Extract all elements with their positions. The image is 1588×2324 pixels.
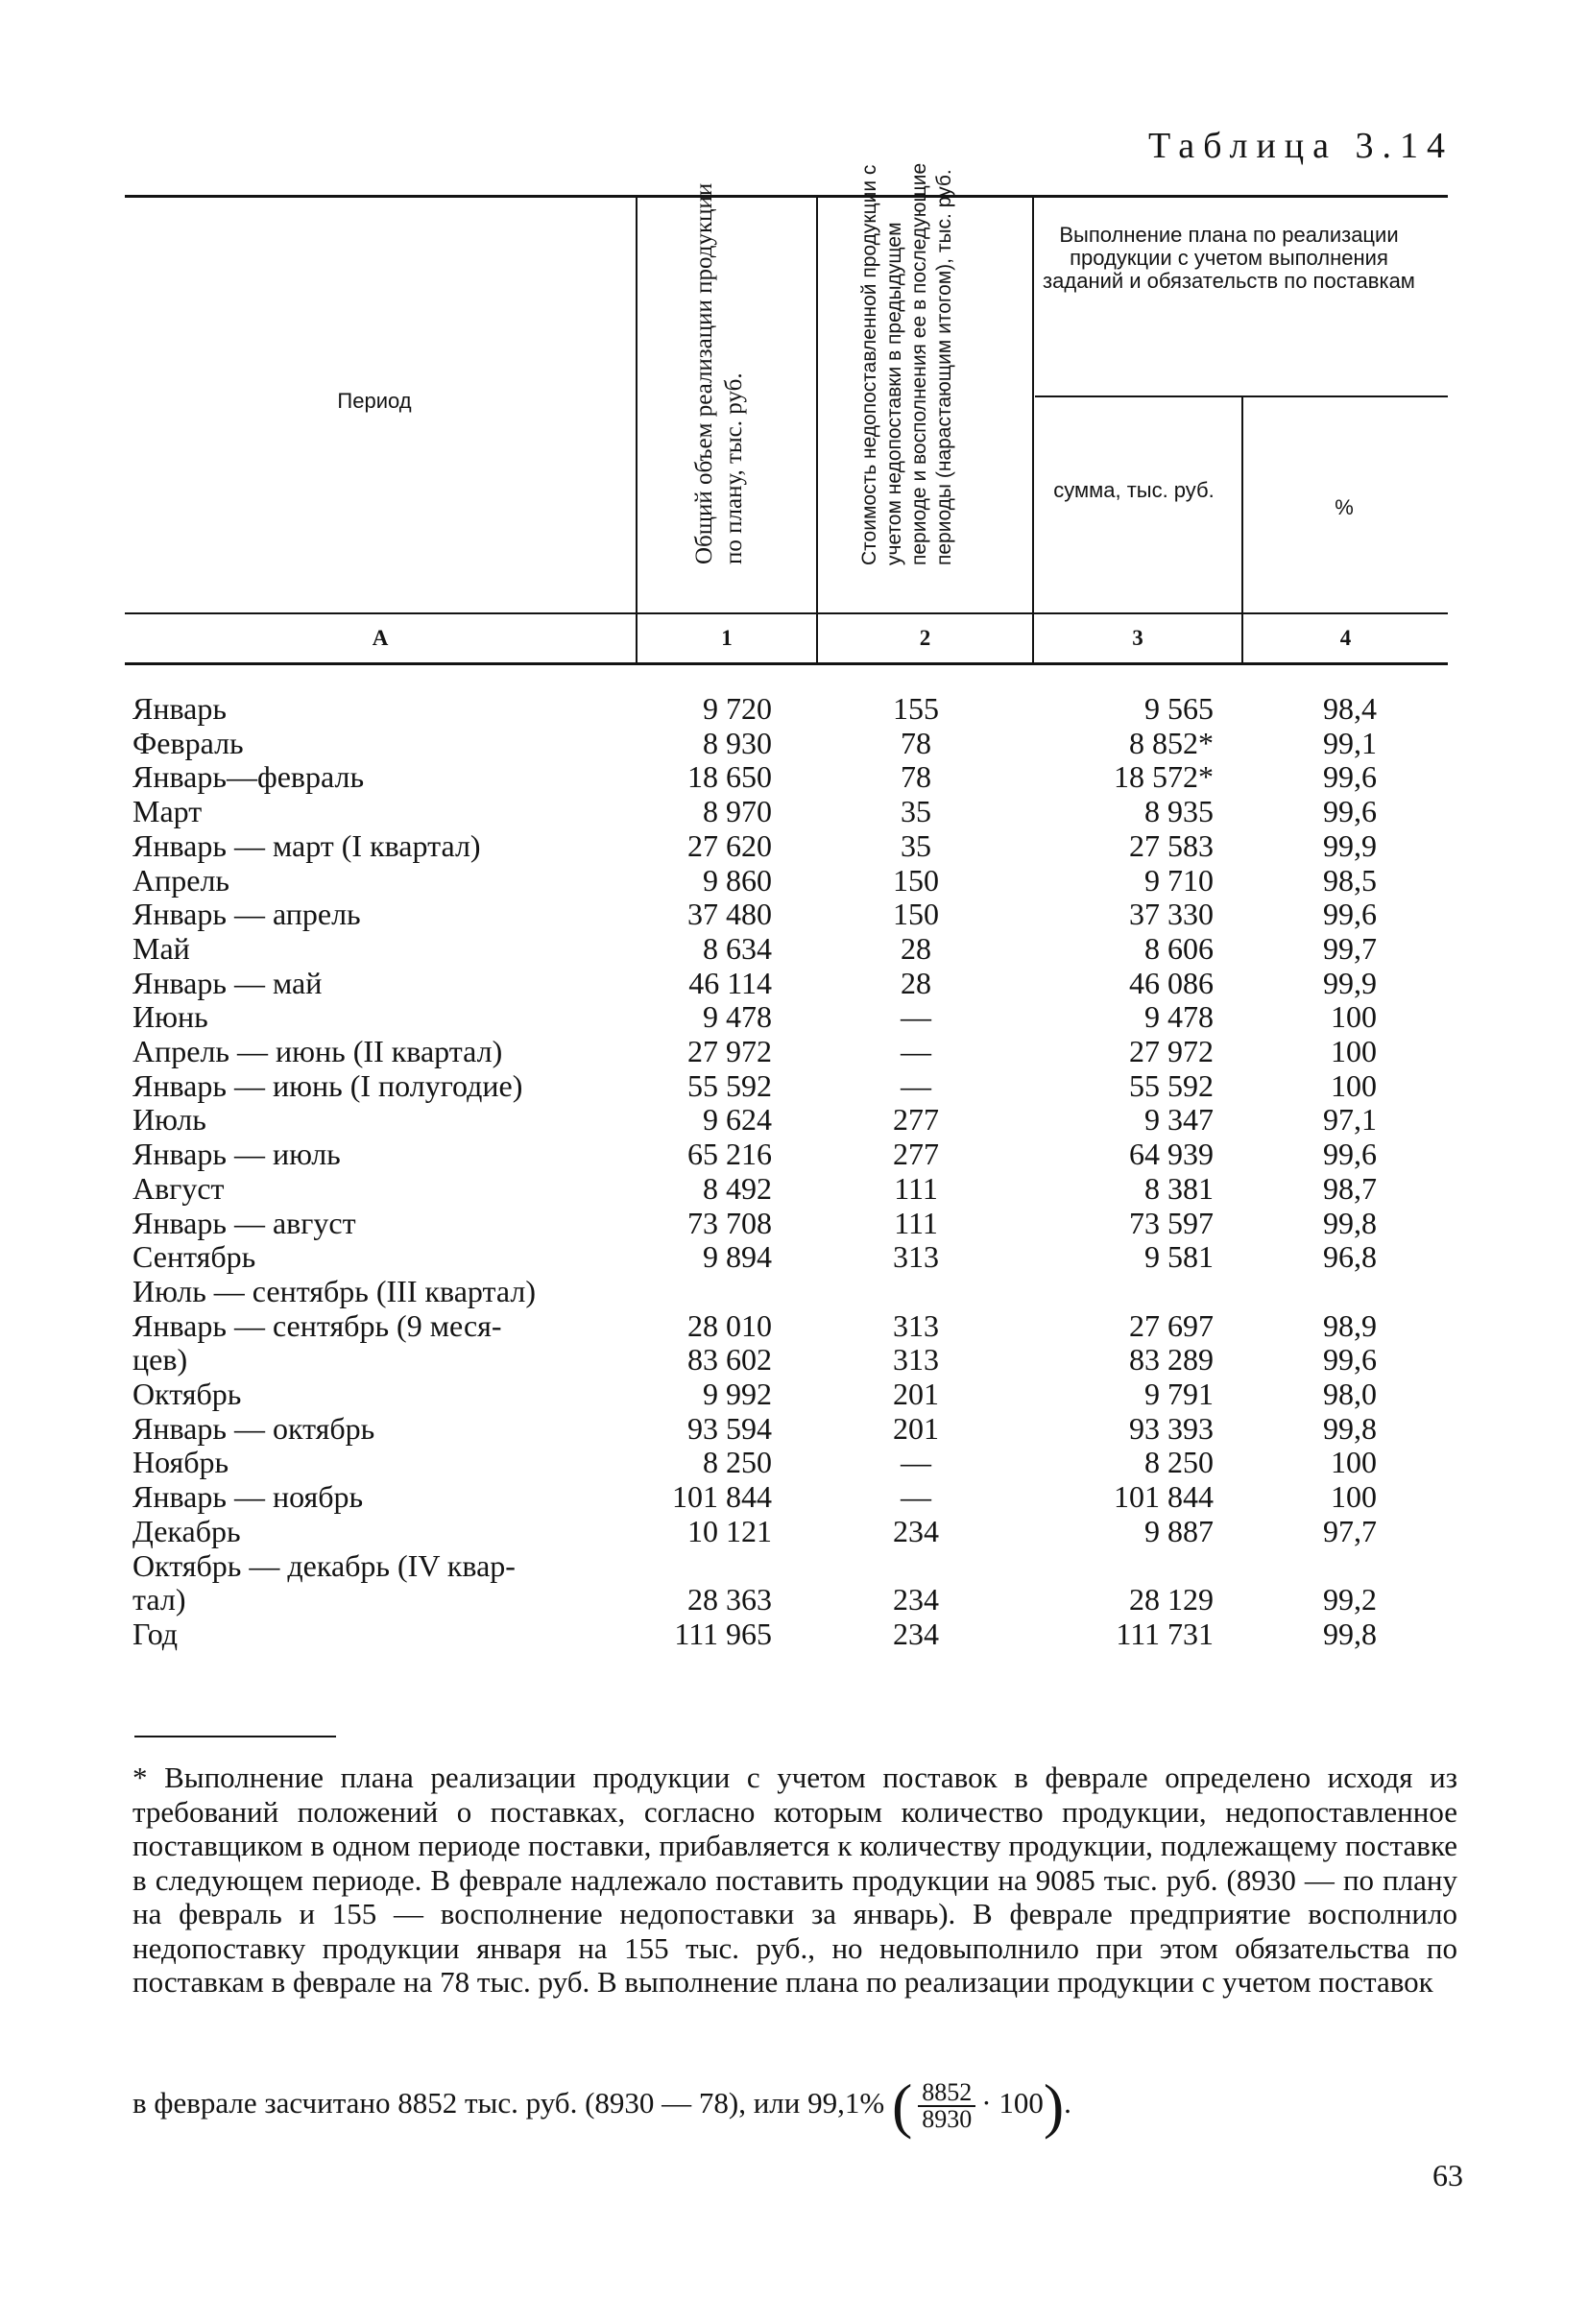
- cell-fulfilled-sum: 46 086: [1129, 965, 1214, 1000]
- cell-undelivered: [772, 967, 1060, 1001]
- cell-undelivered: [772, 1275, 1060, 1309]
- cell-undelivered: [772, 1412, 1060, 1447]
- cell-plan-volume: 8 492: [703, 1170, 772, 1206]
- cell-plan-volume: 8 970: [703, 794, 772, 829]
- cell-plan-volume: 9 992: [703, 1377, 772, 1412]
- cell-plan-volume: 10 121: [687, 1513, 772, 1548]
- cell-plan-volume: 46 114: [688, 965, 772, 1000]
- row-label: Январь — март (I квартал): [132, 827, 481, 863]
- cell-fulfilled-sum: 64 939: [1129, 1137, 1214, 1172]
- cell-undelivered: [772, 932, 1060, 967]
- cell-plan-volume: 27 620: [687, 827, 772, 863]
- cell-fulfilled-pct: 99,6: [1323, 1137, 1377, 1172]
- table-row: [132, 1000, 1377, 1035]
- cell-fulfilled-pct: 97,1: [1323, 1102, 1377, 1138]
- table-row: [132, 1275, 1377, 1309]
- cell-undelivered: [772, 1480, 1060, 1515]
- cell-undelivered-value: —: [901, 1445, 931, 1480]
- cell-undelivered-value: 28: [901, 930, 931, 966]
- row-label: Апрель: [132, 862, 229, 898]
- cell-fulfilled-pct: 100: [1331, 1067, 1377, 1103]
- footnote-rule: [134, 1736, 336, 1737]
- formula-multiplier: · 100: [981, 2086, 1044, 2120]
- cell-plan-volume: [672, 1275, 772, 1309]
- row-label: Январь — октябрь: [132, 1410, 375, 1446]
- cell-fulfilled-pct: 99,2: [1323, 1582, 1377, 1617]
- footnote-formula-prefix: в феврале засчитано 8852 тыс. руб. (8930 — 78), или 99,1%: [132, 2086, 885, 2120]
- cell-plan-volume: 111 965: [674, 1616, 772, 1651]
- header-divider-b: [816, 197, 818, 664]
- table-row: [132, 898, 1377, 932]
- cell-fulfilled-sum: 18 572*: [1114, 759, 1214, 795]
- cell-undelivered-value: 277: [893, 1102, 939, 1138]
- cell-fulfilled-sum: 83 289: [1129, 1342, 1214, 1378]
- cell-undelivered: [772, 1378, 1060, 1412]
- cell-fulfilled-sum: 101 844: [1114, 1479, 1214, 1515]
- table-row: [132, 795, 1377, 829]
- cell-fulfilled-sum: [1060, 1275, 1214, 1309]
- cell-fulfilled-sum: 9 887: [1144, 1513, 1214, 1548]
- cell-fulfilled-pct: 98,4: [1323, 691, 1377, 726]
- table-row: [132, 1069, 1377, 1104]
- cell-undelivered-value: 150: [893, 897, 939, 932]
- cell-undelivered: [772, 829, 1060, 864]
- cell-fulfilled-pct: 97,7: [1323, 1513, 1377, 1548]
- cell-undelivered-value: 201: [893, 1410, 939, 1446]
- row-label: Март: [132, 794, 203, 829]
- row-label: Февраль: [132, 725, 244, 760]
- cell-plan-volume: 28 363: [687, 1582, 772, 1617]
- row-label: Июль — сентябрь (III квартал): [132, 1273, 536, 1308]
- cell-fulfilled-sum: 27 583: [1129, 827, 1214, 863]
- row-label: Декабрь: [132, 1513, 241, 1548]
- table-row: [132, 1309, 1377, 1344]
- cell-fulfilled-sum: 9 581: [1144, 1239, 1214, 1275]
- formula-suffix: .: [1064, 2086, 1071, 2120]
- cell-undelivered: [772, 1000, 1060, 1035]
- cell-undelivered-value: 201: [893, 1377, 939, 1412]
- formula-close-paren: ): [1043, 2072, 1065, 2140]
- cell-plan-volume: [672, 1549, 772, 1584]
- table-row: [132, 1207, 1377, 1241]
- cell-fulfilled-sum: [1060, 1549, 1214, 1584]
- header-divider-a: [636, 197, 638, 664]
- cell-fulfilled-sum: 37 330: [1129, 897, 1214, 932]
- cell-plan-volume: 27 972: [687, 1034, 772, 1069]
- cell-undelivered: [772, 1617, 1060, 1652]
- cell-plan-volume: 101 844: [672, 1479, 772, 1515]
- row-label: цев): [132, 1342, 188, 1378]
- table-row: [132, 760, 1377, 795]
- row-label: Январь—февраль: [132, 759, 365, 795]
- cell-undelivered-value: 35: [901, 794, 931, 829]
- cell-undelivered: [772, 864, 1060, 898]
- cell-undelivered-value: 78: [901, 725, 931, 760]
- row-label: Май: [132, 930, 190, 966]
- row-label: Апрель — июнь (II квартал): [132, 1034, 503, 1069]
- cell-plan-volume: 83 602: [687, 1342, 772, 1378]
- row-label: Октябрь: [132, 1377, 242, 1412]
- cell-plan-volume: 8 930: [703, 725, 772, 760]
- cell-undelivered-value: 35: [901, 827, 931, 863]
- cell-undelivered: [772, 898, 1060, 932]
- footnote-text: * Выполнение плана реализации продукции с учетом поставок в феврале определено исходя из требований положений о поставках, согласно которым количество продукции, недопоставленное поставщиком в одном периоде поставки, прибавляется к количеству продукции, подлежащему поставке в следующем периоде. В феврале надлежало поставить продукции на 9085 тыс. руб. (8930 — по плану на февраль и 155 — восполнение недопоставки за январь). В феврале предприятие восполнило недопоставку продукции января на 155 тыс. руб., но недовыполнило при этом обязательства по поставкам в феврале на 78 тыс. руб. В выполнение плана по реализации продукции с учетом поставок: [132, 1761, 1457, 1999]
- cell-fulfilled-pct: 99,6: [1323, 897, 1377, 932]
- cell-undelivered-value: 111: [894, 1205, 938, 1240]
- table-row: [132, 1103, 1377, 1138]
- table-row: [132, 1138, 1377, 1172]
- table-row: [132, 1583, 1377, 1617]
- cell-plan-volume: 28 010: [687, 1307, 772, 1343]
- row-label: тал): [132, 1582, 186, 1617]
- row-label: Год: [132, 1616, 179, 1651]
- cell-undelivered-value: 277: [893, 1137, 939, 1172]
- cell-fulfilled-sum: 9 347: [1144, 1102, 1214, 1138]
- row-label: Январь — апрель: [132, 897, 361, 932]
- row-label: Январь — сентябрь (9 меся-: [132, 1307, 502, 1343]
- table-row: [132, 1035, 1377, 1069]
- cell-undelivered-value: 313: [893, 1307, 939, 1343]
- row-label: Январь: [132, 691, 227, 726]
- row-label: Январь — август: [132, 1205, 356, 1240]
- table-row: [132, 967, 1377, 1001]
- cell-undelivered-value: 234: [893, 1513, 939, 1548]
- header-divider-d: [1241, 396, 1243, 664]
- cell-fulfilled-sum: 9 710: [1144, 862, 1214, 898]
- row-label: Август: [132, 1170, 225, 1206]
- cell-undelivered-value: 28: [901, 965, 931, 1000]
- cell-plan-volume: 73 708: [687, 1205, 772, 1240]
- cell-plan-volume: 55 592: [687, 1067, 772, 1103]
- cell-undelivered: [772, 795, 1060, 829]
- table-top-rule: [125, 195, 1448, 198]
- colnum-1: 1: [721, 626, 733, 650]
- cell-undelivered-value: —: [901, 999, 931, 1035]
- cell-fulfilled-sum: 111 731: [1116, 1616, 1214, 1651]
- header-period: Период: [337, 389, 412, 413]
- cell-fulfilled-pct: 99,6: [1323, 794, 1377, 829]
- colnum-a: А: [372, 626, 389, 650]
- table-row: [132, 1549, 1377, 1584]
- table-row: [132, 1617, 1377, 1652]
- cell-fulfilled-pct: 99,9: [1323, 827, 1377, 863]
- table-row: [132, 1343, 1377, 1378]
- cell-undelivered-value: —: [901, 1479, 931, 1515]
- table-row: [132, 932, 1377, 967]
- cell-undelivered-value: —: [901, 1034, 931, 1069]
- cell-fulfilled-pct: 99,8: [1323, 1205, 1377, 1240]
- cell-undelivered: [772, 727, 1060, 761]
- cell-undelivered-value: 234: [893, 1616, 939, 1651]
- cell-fulfilled-pct: 99,1: [1323, 725, 1377, 760]
- cell-plan-volume: 65 216: [687, 1137, 772, 1172]
- header-bottom-rule: [125, 612, 1448, 614]
- table-row: [132, 727, 1377, 761]
- cell-undelivered: [772, 1343, 1060, 1378]
- cell-plan-volume: 9 860: [703, 862, 772, 898]
- cell-fulfilled-pct: 100: [1331, 1445, 1377, 1480]
- cell-fulfilled-sum: 9 791: [1144, 1377, 1214, 1412]
- cell-fulfilled-pct: 99,6: [1323, 1342, 1377, 1378]
- cell-fulfilled-sum: 9 478: [1144, 999, 1214, 1035]
- cell-fulfilled-sum: 8 381: [1144, 1170, 1214, 1206]
- cell-fulfilled-pct: 99,8: [1323, 1410, 1377, 1446]
- table-row: [132, 829, 1377, 864]
- cell-fulfilled-pct: [1214, 1275, 1377, 1309]
- row-label: Январь — июнь (I полугодие): [132, 1067, 523, 1103]
- table-row: [132, 1446, 1377, 1480]
- row-label: Январь — июль: [132, 1137, 341, 1172]
- cell-fulfilled-pct: 100: [1331, 1479, 1377, 1515]
- cell-undelivered: [772, 760, 1060, 795]
- table-row: [132, 692, 1377, 727]
- cell-fulfilled-sum: 55 592: [1129, 1067, 1214, 1103]
- header-col1-rotated: Общий объем реализации продукции по плану, тыс. руб.: [691, 182, 747, 564]
- table-row: [132, 1480, 1377, 1515]
- cell-fulfilled-sum: 93 393: [1129, 1410, 1214, 1446]
- cell-undelivered-value: 313: [893, 1239, 939, 1275]
- cell-fulfilled-pct: 96,8: [1323, 1239, 1377, 1275]
- cell-fulfilled-pct: 100: [1331, 999, 1377, 1035]
- cell-fulfilled-sum: 27 972: [1129, 1034, 1214, 1069]
- table-row: [132, 1172, 1377, 1207]
- cell-undelivered-value: 313: [893, 1342, 939, 1378]
- cell-fulfilled-sum: 8 935: [1144, 794, 1214, 829]
- formula-fraction: [918, 2080, 975, 2132]
- row-label: Июль: [132, 1102, 206, 1138]
- cell-undelivered: [772, 1103, 1060, 1138]
- cell-undelivered-value: 234: [893, 1582, 939, 1617]
- cell-plan-volume: 37 480: [687, 897, 772, 932]
- colnum-4: 4: [1339, 626, 1352, 650]
- table-row: [132, 1412, 1377, 1447]
- colnum-2: 2: [919, 626, 931, 650]
- cell-undelivered: [772, 692, 1060, 727]
- row-label: Июнь: [132, 999, 208, 1035]
- cell-fulfilled-pct: [1214, 1549, 1377, 1584]
- cell-fulfilled-sum: 8 250: [1144, 1445, 1214, 1480]
- cell-fulfilled-pct: 98,5: [1323, 862, 1377, 898]
- cell-fulfilled-sum: 28 129: [1129, 1582, 1214, 1617]
- header-col2-rotated: Стоимость недопоставленной продукции с учетом недопоставки в предыдущем периоде и восполнения ее в последующие периоды (нарастающим итогом), тыс. руб.: [858, 162, 955, 565]
- cell-undelivered: [772, 1207, 1060, 1241]
- cell-fulfilled-pct: 99,6: [1323, 759, 1377, 795]
- cell-plan-volume: 9 478: [703, 999, 772, 1035]
- cell-plan-volume: 93 594: [687, 1410, 772, 1446]
- cell-undelivered-value: 111: [894, 1170, 938, 1206]
- table-row: [132, 1378, 1377, 1412]
- cell-plan-volume: 8 634: [703, 930, 772, 966]
- cell-plan-volume: 9 720: [703, 691, 772, 726]
- cell-undelivered-value: 150: [893, 862, 939, 898]
- cell-fulfilled-pct: 99,9: [1323, 965, 1377, 1000]
- cell-fulfilled-sum: 9 565: [1144, 691, 1214, 726]
- cell-fulfilled-pct: 98,9: [1323, 1307, 1377, 1343]
- cell-undelivered: [772, 1172, 1060, 1207]
- table-row: [132, 864, 1377, 898]
- cell-fulfilled-sum: 8 606: [1144, 930, 1214, 966]
- cell-plan-volume: 18 650: [687, 759, 772, 795]
- row-label: Январь — май: [132, 965, 323, 1000]
- cell-undelivered: [772, 1309, 1060, 1344]
- table-row: [132, 1240, 1377, 1275]
- cell-fulfilled-pct: 99,7: [1323, 930, 1377, 966]
- row-label: Сентябрь: [132, 1239, 256, 1275]
- cell-undelivered-value: 155: [893, 691, 939, 726]
- cell-undelivered-value: —: [901, 1067, 931, 1103]
- row-label: Январь — ноябрь: [132, 1479, 364, 1515]
- cell-fulfilled-sum: 27 697: [1129, 1307, 1214, 1343]
- cell-undelivered: [772, 1035, 1060, 1069]
- footnote-formula-line: [132, 2072, 1071, 2140]
- cell-undelivered: [772, 1446, 1060, 1480]
- cell-fulfilled-pct: 98,0: [1323, 1377, 1377, 1412]
- cell-plan-volume: 8 250: [703, 1445, 772, 1480]
- page-number: 63: [1432, 2158, 1463, 2192]
- fraction-numerator: 8852: [918, 2080, 975, 2107]
- header-group: Выполнение плана по реализации продукции с учетом выполнения заданий и обязательств по поставкам: [1043, 223, 1415, 293]
- cell-plan-volume: 9 624: [703, 1102, 772, 1138]
- cell-fulfilled-sum: 8 852*: [1129, 725, 1214, 760]
- table-title: Таблица 3.14: [1147, 126, 1454, 166]
- cell-fulfilled-pct: 99,8: [1323, 1616, 1377, 1651]
- colnum-bottom-rule: [125, 662, 1448, 665]
- fraction-denominator: 8930: [922, 2105, 973, 2133]
- cell-fulfilled-pct: 100: [1331, 1034, 1377, 1069]
- colnum-3: 3: [1132, 626, 1143, 650]
- table-row: [132, 1515, 1377, 1549]
- cell-undelivered: [772, 1138, 1060, 1172]
- row-label: Октябрь — декабрь (IV квар-: [132, 1547, 516, 1583]
- cell-fulfilled-pct: 98,7: [1323, 1170, 1377, 1206]
- cell-undelivered: [772, 1583, 1060, 1617]
- cell-undelivered: [772, 1069, 1060, 1104]
- cell-undelivered: [772, 1549, 1060, 1584]
- data-table: [132, 692, 1377, 1652]
- formula-open-paren: (: [891, 2072, 913, 2140]
- cell-undelivered: [772, 1240, 1060, 1275]
- row-label: Ноябрь: [132, 1445, 229, 1480]
- cell-fulfilled-sum: 73 597: [1129, 1205, 1214, 1240]
- header-col3: сумма, тыс. руб.: [1053, 478, 1215, 502]
- cell-undelivered: [772, 1515, 1060, 1549]
- cell-undelivered-value: 78: [901, 759, 931, 795]
- header-divider-c: [1032, 197, 1034, 664]
- cell-plan-volume: 9 894: [703, 1239, 772, 1275]
- header-col4: %: [1335, 495, 1354, 519]
